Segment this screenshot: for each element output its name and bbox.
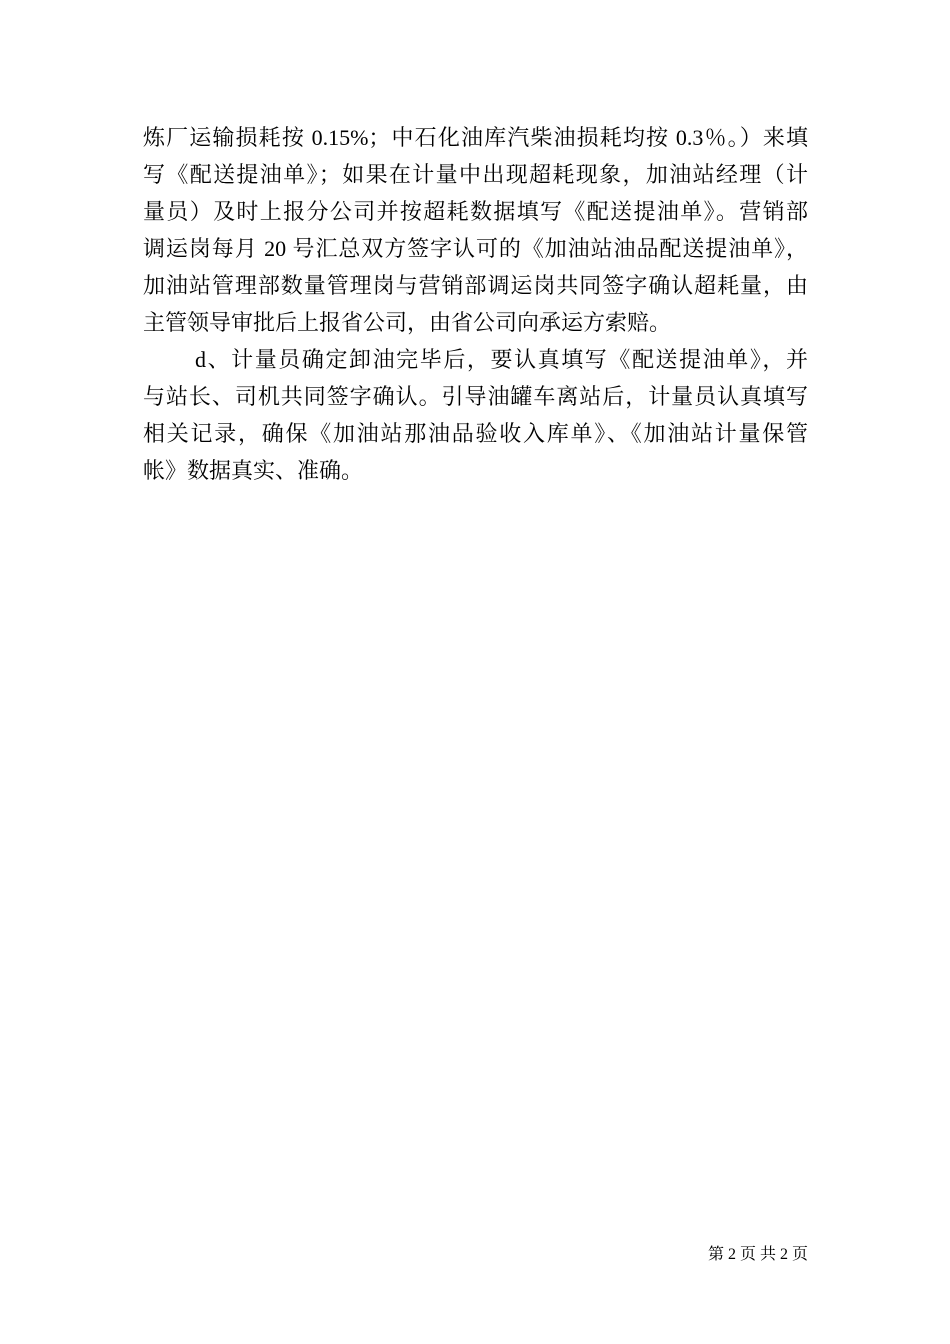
document-body [143,119,808,489]
text-line: d、计量员确定卸油完毕后，要认真填写《配送提油单》，并 [195,347,808,372]
text-line: 调运岗每月 20 号汇总双方签字认可的《加油站油品配送提油单》， [143,236,808,261]
text-line: 与站长、司机共同签字确认。引导油罐车离站后，计量员认真填写 [143,384,808,409]
text-line: 主管领导审批后上报省公司，由省公司向承运方索赔。 [143,310,672,335]
text-line: 写《配送提油单》；如果在计量中出现超耗现象，加油站经理（计 [143,162,808,187]
text-line: 量员）及时上报分公司并按超耗数据填写《配送提油单》。营销部 [143,199,808,224]
paragraph-overconsumption-procedure [143,119,808,341]
text-line: 相关记录，确保《加油站那油品验收入库单》、《加油站计量保管 [143,421,808,446]
page-footer [708,1245,808,1265]
page-number-indicator: 第 2 页 共 2 页 [707,1246,808,1263]
text-line: 炼厂运输损耗按 0.15%；中石化油库汽柴油损耗均按 0.3％。）来填 [143,125,808,150]
text-line: 加油站管理部数量管理岗与营销部调运岗共同签字确认超耗量，由 [143,273,808,298]
text-line: 帐》数据真实、准确。 [143,458,364,483]
paragraph-item-d-unloading-records [143,341,808,489]
